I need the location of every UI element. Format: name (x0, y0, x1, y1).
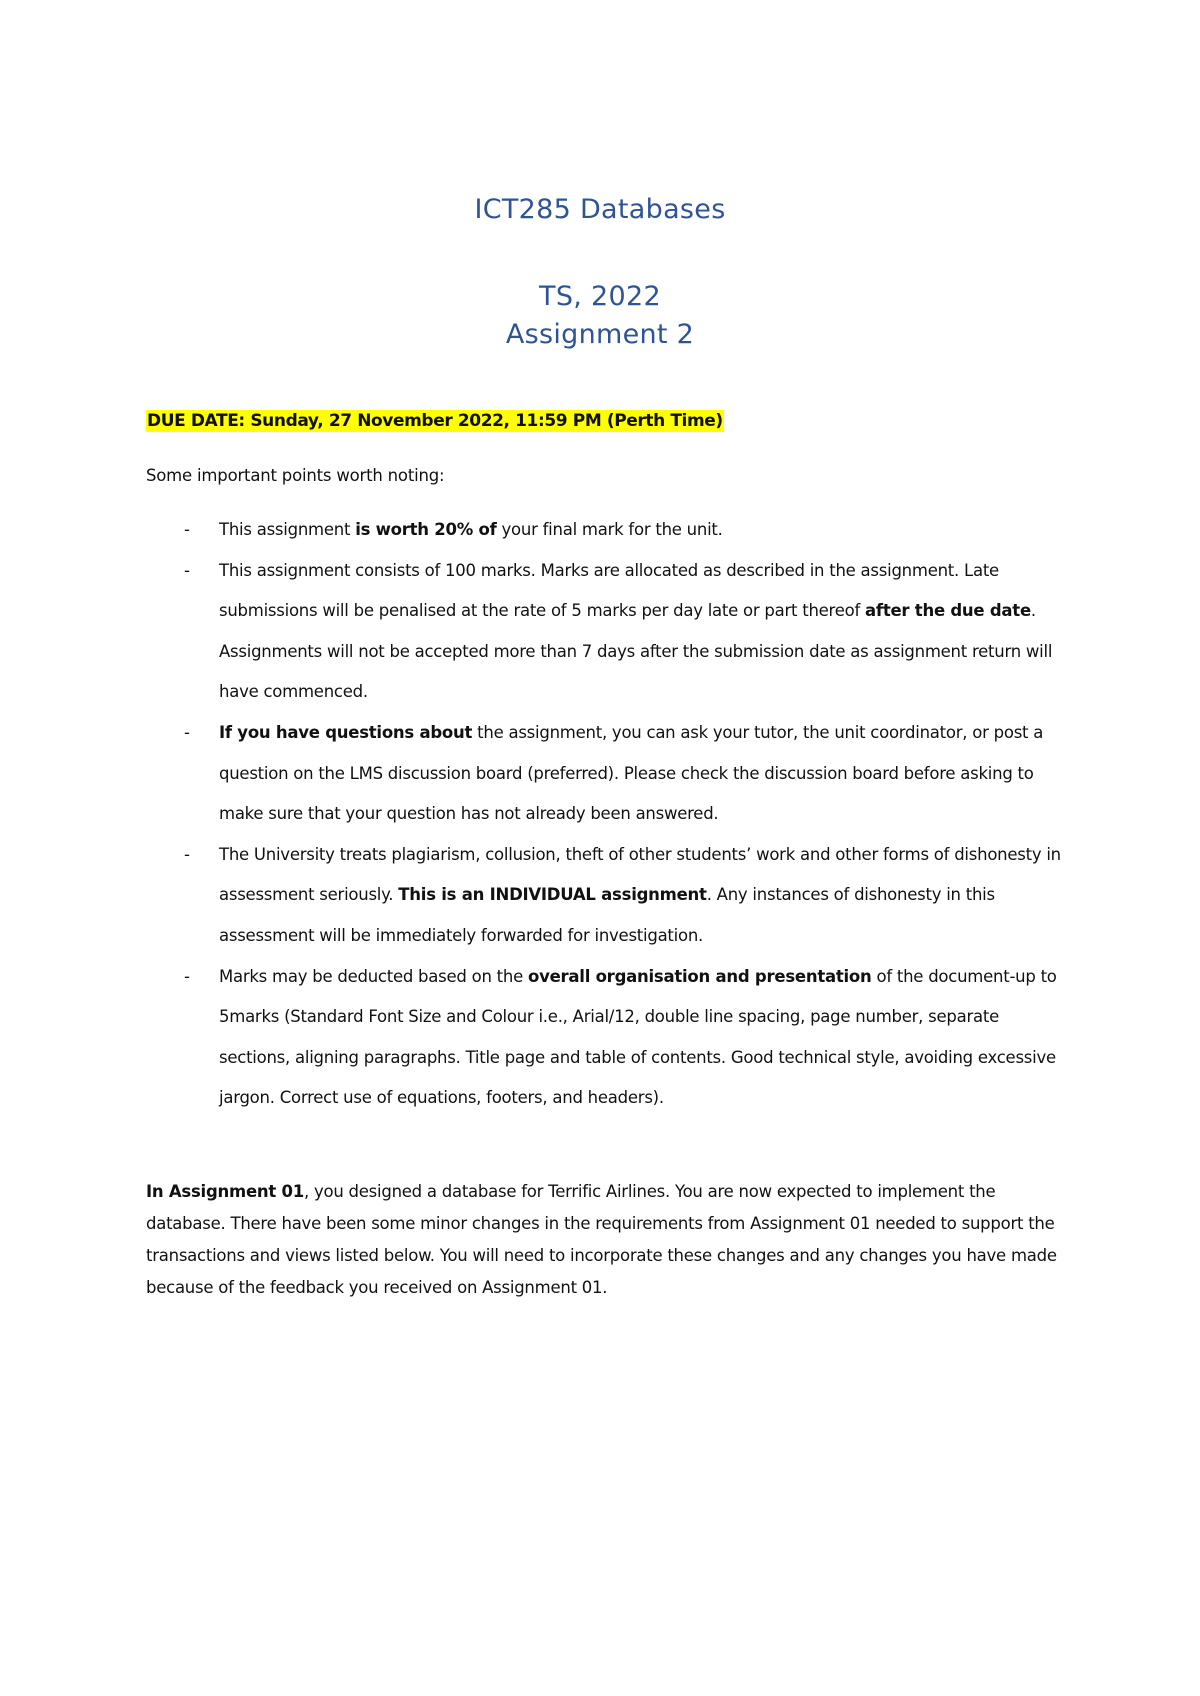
intro-text: Some important points worth noting: (146, 466, 445, 485)
course-title: ICT285 Databases (474, 194, 726, 225)
list-item: - This assignment is worth 20% of your final mark for the unit. (146, 510, 1066, 551)
closing-paragraph: In Assignment 01, you designed a database for Terrific Airlines. You are now expected to implement the database. There have been some minor changes in the requirements from Assignment 01 needed to support the transactions and views listed below. You will need to incorporate these changes and any changes you have made because of the feedback you received on Assignment 01. (146, 1182, 1057, 1297)
assignment-heading: Assignment 2 (505, 319, 695, 350)
list-item: - If you have questions about the assignment, you can ask your tutor, the unit coordinator, or post a question on the LMS discussion board (preferred). Please check the discussion board before asking to make sure that your question has not already been answered. (146, 713, 1066, 835)
bullet-dash: - (184, 844, 190, 864)
due-date-highlight: DUE DATE: Sunday, 27 November 2022, 11:59 PM (Perth Time) (147, 411, 723, 431)
notes-list (146, 510, 1066, 1119)
bullet-dash: - (184, 966, 190, 986)
list-item: - This assignment consists of 100 marks. Marks are allocated as described in the assignment. Late submissions will be penalised at the rate of 5 marks per day late or part thereof after the due date. Assignments will not be accepted more than 7 days after the submission date as assignment return will have commenced. (146, 551, 1066, 713)
list-item: - The University treats plagiarism, collusion, theft of other students’ work and other forms of dishonesty in assessment seriously. This is an INDIVIDUAL assignment. Any instances of dishonesty in this assessment will be immediately forwarded for investigation. (146, 835, 1066, 957)
term-heading: TS, 2022 (539, 281, 661, 312)
list-item: - Marks may be deducted based on the overall organisation and presentation of the document-up to 5marks (Standard Font Size and Colour i.e., Arial/12, double line spacing, page number, separate sections, aligning paragraphs. Title page and table of contents. Good technical style, avoiding excessive jargon. Correct use of equations, footers, and headers). (146, 957, 1066, 1119)
bullet-dash: - (184, 520, 190, 539)
bullet-dash: - (184, 722, 190, 742)
bullet-dash: - (184, 560, 190, 580)
